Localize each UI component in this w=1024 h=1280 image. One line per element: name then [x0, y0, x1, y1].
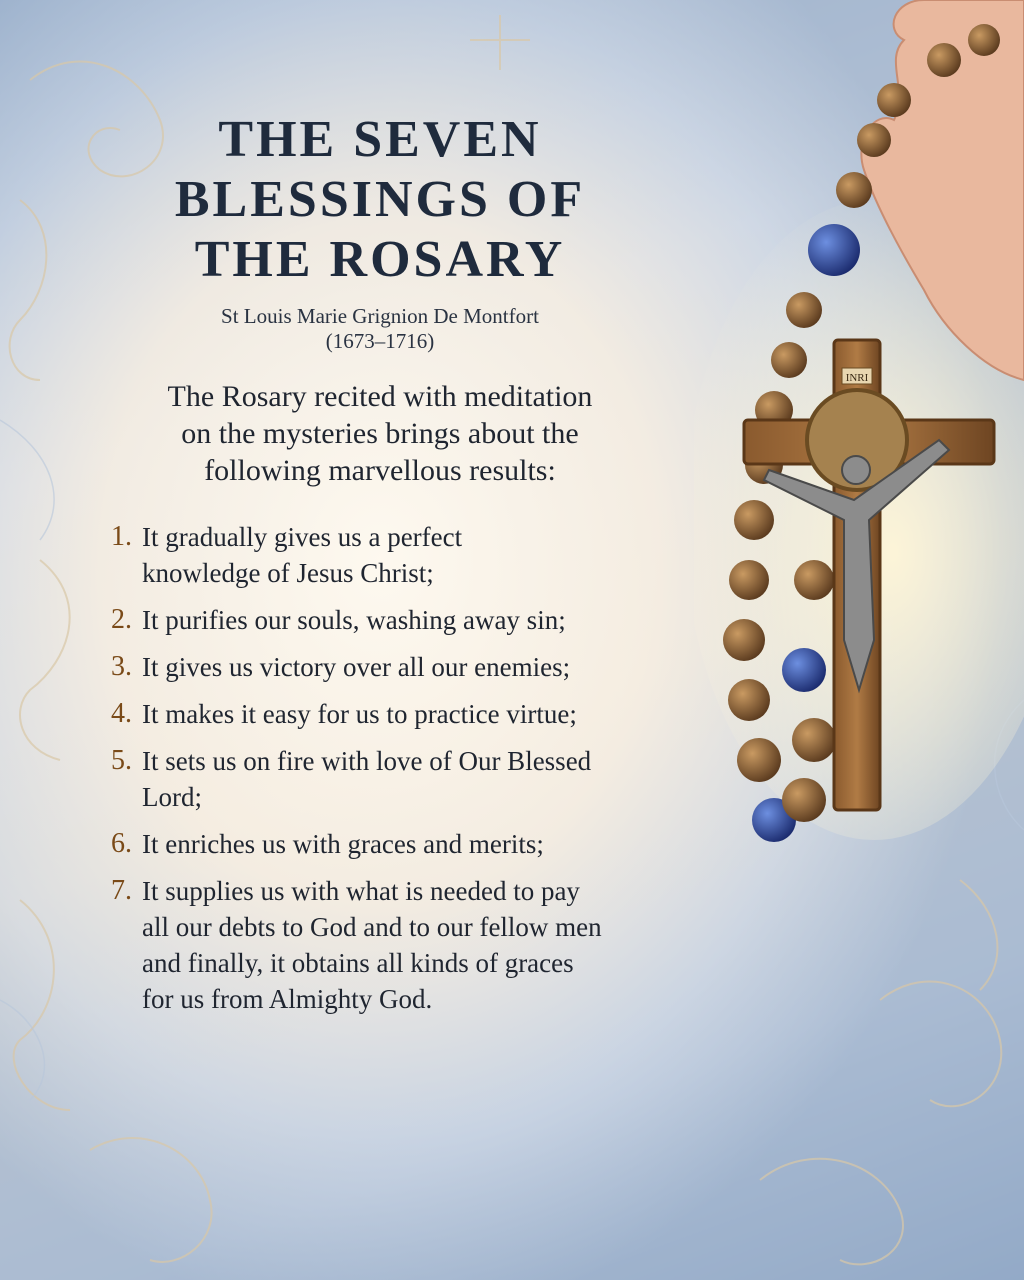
- cross-inscription: INRI: [845, 372, 869, 384]
- author-name: St Louis Marie Grignion De Montfort: [221, 304, 539, 328]
- blessing-item: [60, 649, 700, 685]
- page-title: THE SEVEN BLESSINGS OF THE ROSARY: [174, 111, 586, 288]
- blessing-number: 7.: [111, 875, 132, 906]
- blessings-list: [60, 519, 700, 1017]
- blessing-number: 6.: [111, 828, 132, 859]
- blessing-text: It sets us on fire with love of Our Blessed Lord;: [142, 746, 592, 812]
- blessing-item: [60, 602, 700, 638]
- blessing-number: 5.: [111, 745, 132, 776]
- blessing-item: [60, 743, 700, 815]
- intro-paragraph: The Rosary recited with meditation on the mysteries brings about the following marvellous results:: [167, 380, 593, 487]
- blessing-text: It gives us victory over all our enemies;: [142, 652, 571, 682]
- blessing-text: It purifies our souls, washing away sin;: [142, 605, 566, 635]
- blessing-item: [60, 519, 700, 591]
- blessing-text: It makes it easy for us to practice virtue;: [142, 699, 577, 729]
- blessing-number: 4.: [111, 698, 132, 729]
- author-attribution: [60, 304, 700, 354]
- blessing-number: 1.: [111, 521, 132, 552]
- blessing-text: It gradually gives us a perfect knowledge of Jesus Christ;: [142, 522, 463, 588]
- blessing-number: 2.: [111, 604, 132, 635]
- blessing-item: [60, 696, 700, 732]
- author-dates: (1673–1716): [325, 329, 435, 353]
- blessing-item: [60, 826, 700, 862]
- blessing-number: 3.: [111, 651, 132, 682]
- rosary-crucifix-illustration: [694, 0, 1024, 900]
- blessing-text: It enriches us with graces and merits;: [142, 829, 544, 859]
- blessing-item: [60, 873, 700, 1017]
- blessings-document: [60, 110, 700, 1028]
- blessing-text: It supplies us with what is needed to pay all our debts to God and to our fellow men and finally, it obtains all kinds of graces for us from Almighty God.: [142, 876, 602, 1014]
